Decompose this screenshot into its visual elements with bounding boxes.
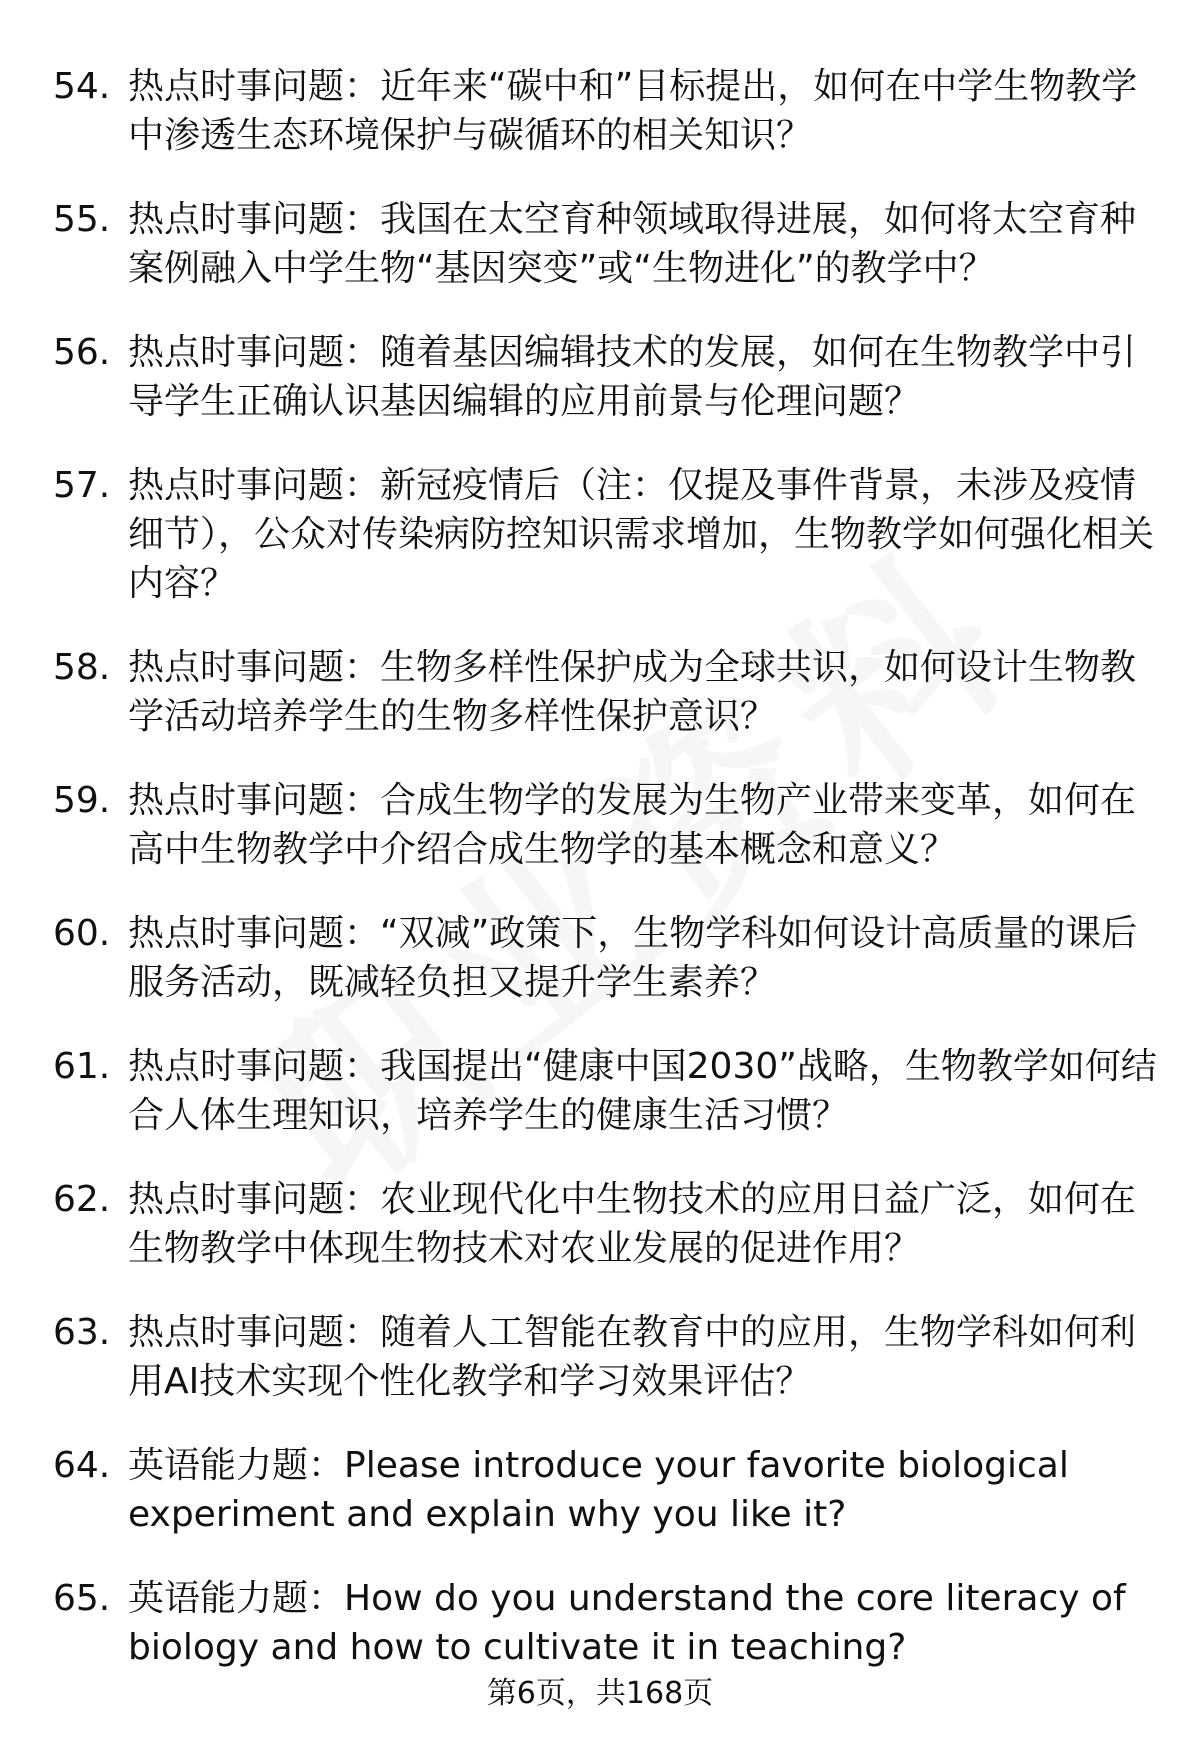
question-item bbox=[0, 1175, 1200, 1273]
question-item bbox=[0, 1574, 1200, 1672]
question-text: 热点时事问题：随着人工智能在教育中的应用，生物学科如何利用AI技术实现个性化教学和学习效果评估？ bbox=[128, 1312, 1137, 1402]
question-text: 热点时事问题：我国提出“健康中国2030”战略，生物教学如何结合人体生理知识，培养学生的健康生活习惯？ bbox=[128, 1046, 1157, 1136]
question-number: 60. bbox=[53, 913, 111, 954]
question-number: 61. bbox=[53, 1046, 111, 1087]
question-item bbox=[0, 909, 1200, 1007]
question-item bbox=[0, 461, 1200, 608]
question-text: 热点时事问题：新冠疫情后（注：仅提及事件背景，未涉及疫情细节），公众对传染病防控知识需求增加，生物教学如何强化相关内容？ bbox=[128, 465, 1155, 604]
question-text: 英语能力题：How do you understand the core literacy of biology and how to cultivate it in teaching? bbox=[128, 1578, 1126, 1668]
question-text: 热点时事问题：合成生物学的发展为生物产业带来变革，如何在高中生物教学中介绍合成生物学的基本概念和意义？ bbox=[128, 780, 1137, 870]
question-number: 64. bbox=[53, 1445, 111, 1486]
question-number: 62. bbox=[53, 1179, 111, 1220]
question-number: 63. bbox=[53, 1312, 111, 1353]
page-number-label: 第6页，共168页 bbox=[486, 1676, 714, 1711]
question-text: 热点时事问题：农业现代化中生物技术的应用日益广泛，如何在生物教学中体现生物技术对农业发展的促进作用？ bbox=[128, 1179, 1137, 1269]
question-item bbox=[0, 1042, 1200, 1140]
question-item bbox=[0, 195, 1200, 293]
question-item bbox=[0, 1441, 1200, 1539]
question-item bbox=[0, 1308, 1200, 1406]
question-number: 58. bbox=[53, 647, 111, 688]
question-text: 热点时事问题：随着基因编辑技术的发展，如何在生物教学中引导学生正确认识基因编辑的应用前景与伦理问题？ bbox=[128, 332, 1137, 422]
question-number: 54. bbox=[53, 66, 111, 107]
question-item bbox=[0, 643, 1200, 741]
question-item bbox=[0, 776, 1200, 874]
question-item bbox=[0, 62, 1200, 160]
question-number: 57. bbox=[53, 465, 111, 506]
question-number: 65. bbox=[53, 1578, 111, 1619]
question-item bbox=[0, 328, 1200, 426]
question-number: 55. bbox=[53, 199, 111, 240]
question-text: 英语能力题：Please introduce your favorite biological experiment and explain why you like it? bbox=[128, 1445, 1069, 1535]
question-number: 56. bbox=[53, 332, 111, 373]
question-number: 59. bbox=[53, 780, 111, 821]
question-text: 热点时事问题：我国在太空育种领域取得进展，如何将太空育种案例融入中学生物“基因突变”或“生物进化”的教学中？ bbox=[128, 199, 1137, 289]
question-text: 热点时事问题：生物多样性保护成为全球共识，如何设计生物教学活动培养学生的生物多样性保护意识？ bbox=[128, 647, 1137, 737]
question-text: 热点时事问题：近年来“碳中和”目标提出，如何在中学生物教学中渗透生态环境保护与碳循环的相关知识？ bbox=[128, 66, 1138, 156]
question-list bbox=[0, 62, 1200, 1672]
question-text: 热点时事问题：“双减”政策下，生物学科如何设计高质量的课后服务活动，既减轻负担又提升学生素养？ bbox=[128, 913, 1138, 1003]
page-footer bbox=[0, 1674, 1200, 1714]
